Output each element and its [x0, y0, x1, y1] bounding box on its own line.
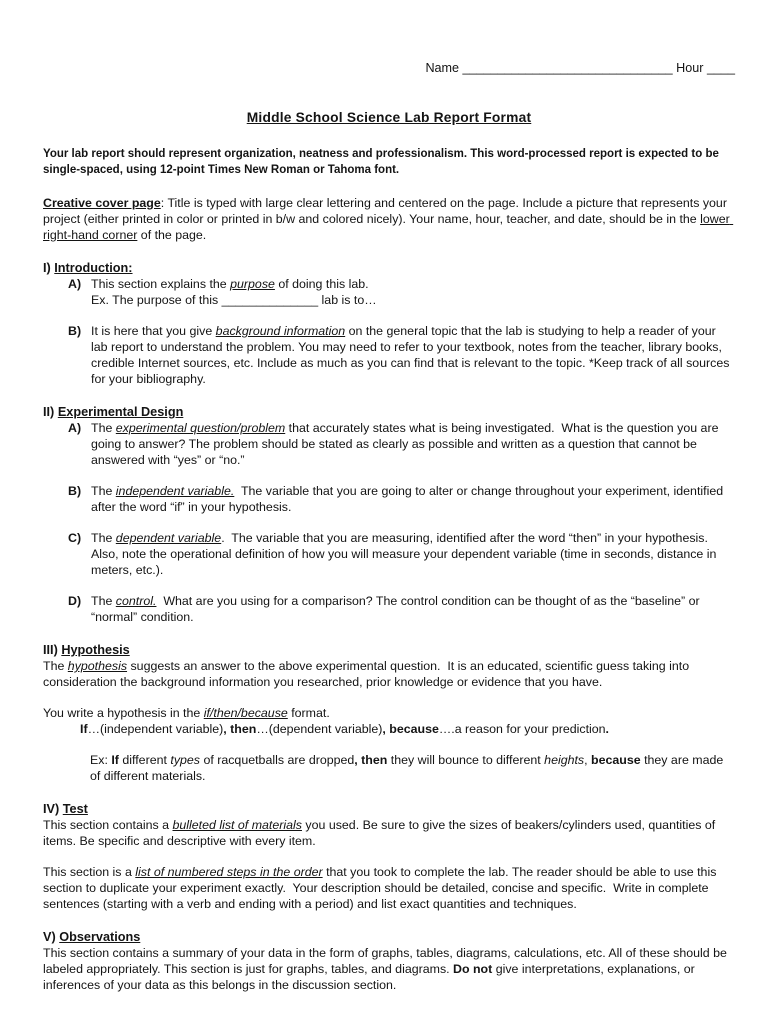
- section-observations: [43, 929, 735, 993]
- section-heading-observations: V) Observations: [43, 930, 141, 944]
- test-materials-paragraph: This section contains a bulleted list of materials you used. Be sure to give the sizes of beakers/cylinders used, quantities of items. Be specific and descriptive with every item.: [43, 818, 719, 848]
- section-heading-experimental-design: II) Experimental Design: [43, 405, 184, 419]
- observations-body-paragraph: This section contains a summary of your data in the form of graphs, tables, diagrams, calculations, etc. All of these should be labeled appropriately. This section is just for graphs, tables, and diagrams. Do not give interpretations, explanations, or inferences of your data as this belongs in the discussion section.: [43, 946, 731, 992]
- name-hour-header: [43, 44, 735, 92]
- design-item-a-text: The experimental question/problem that accurately states what is being investigated. What is the question you are going to answer? The problem should be stated as clearly as possible and written as a question that cannot be answered with “yes” or “no.”: [91, 421, 722, 467]
- formatting-note: Your lab report should represent organization, neatness and professionalism. This word-processed report is expected to be single-spaced, using 12-point Times New Roman or Tahoma font.: [43, 148, 723, 176]
- intro-item-a: [68, 276, 735, 308]
- cover-page-paragraph: Creative cover page: Title is typed with large clear lettering and centered on the page. Include a picture that represents your project (either printed in color or printed in b/w and colored nicely). Your name, hour, teacher, and date, should be in the lower right-hand corner of the page.: [43, 196, 734, 242]
- intro-item-a-text: This section explains the purpose of doing this lab.: [91, 277, 369, 291]
- name-label: Name: [425, 61, 463, 75]
- hypothesis-example: Ex: If different types of racquetballs are dropped, then they will bounce to different heights, because they are made of different materials.: [90, 753, 727, 783]
- item-letter: B): [68, 324, 82, 338]
- section-heading-introduction: I) Introduction:: [43, 261, 133, 275]
- section-experimental-design: [43, 404, 735, 625]
- design-item-b: [68, 483, 735, 515]
- section-heading-test: IV) Test: [43, 802, 88, 816]
- hour-label: Hour: [672, 61, 707, 75]
- item-letter: D): [68, 594, 82, 608]
- design-item-a: [68, 420, 735, 468]
- intro-item-b: [68, 323, 735, 387]
- design-item-b-text: The independent variable. The variable that you are going to alter or change throughout your experiment, identified after the word “if” in your hypothesis.: [91, 484, 727, 514]
- design-item-c-text: The dependent variable. The variable that you are measuring, identified after the word “then” in your hypothesis. Also, note the operational definition of how you will measure your dependent variable (time in seconds, distance in meters, etc.).: [91, 531, 720, 577]
- item-letter: A): [68, 421, 82, 435]
- intro-item-b-text: It is here that you give background information on the general topic that the lab is studying to help a reader of your lab report to understand the problem. You may need to refer to your textbook, notes from the teacher, library books, credible Internet sources, etc. Include as much as you can find that is relevant to the topic. *Keep track of all sources for your bibliography.: [91, 324, 733, 386]
- intro-item-a-example: Ex. The purpose of this ______________ lab is to…: [91, 293, 377, 307]
- hypothesis-format-line: You write a hypothesis in the if/then/because format.: [43, 706, 330, 720]
- section-heading-hypothesis: III) Hypothesis: [43, 643, 130, 657]
- design-item-c: [68, 530, 735, 578]
- hypothesis-intro-paragraph: The hypothesis suggests an answer to the above experimental question. It is an educated, scientific guess taking into consideration the background information you researched, prior knowledge or evidence that you have.: [43, 659, 693, 689]
- hypothesis-if-then-line: If…(independent variable), then…(dependent variable), because….a reason for your prediction.: [80, 722, 609, 736]
- item-letter: A): [68, 277, 82, 291]
- item-letter: C): [68, 531, 82, 545]
- design-item-d-text: The control. What are you using for a comparison? The control condition can be thought of as the “baseline” or “normal” condition.: [91, 594, 704, 624]
- section-test: [43, 801, 735, 912]
- design-item-d: [68, 593, 735, 625]
- hour-blank-line: ____: [706, 61, 735, 75]
- section-introduction: [43, 260, 735, 387]
- test-procedure-paragraph: This section is a list of numbered steps in the order that you took to complete the lab. The reader should be able to use this section to duplicate your experiment exactly. Your description should be detailed, concise and specific. Write in complete sentences (starting with a verb and ending with a period) and list exact quantities and techniques.: [43, 865, 720, 911]
- name-blank-line: ______________________________: [462, 61, 673, 75]
- item-letter: B): [68, 484, 82, 498]
- document-title: Middle School Science Lab Report Format: [246, 110, 532, 125]
- section-hypothesis: [43, 642, 735, 784]
